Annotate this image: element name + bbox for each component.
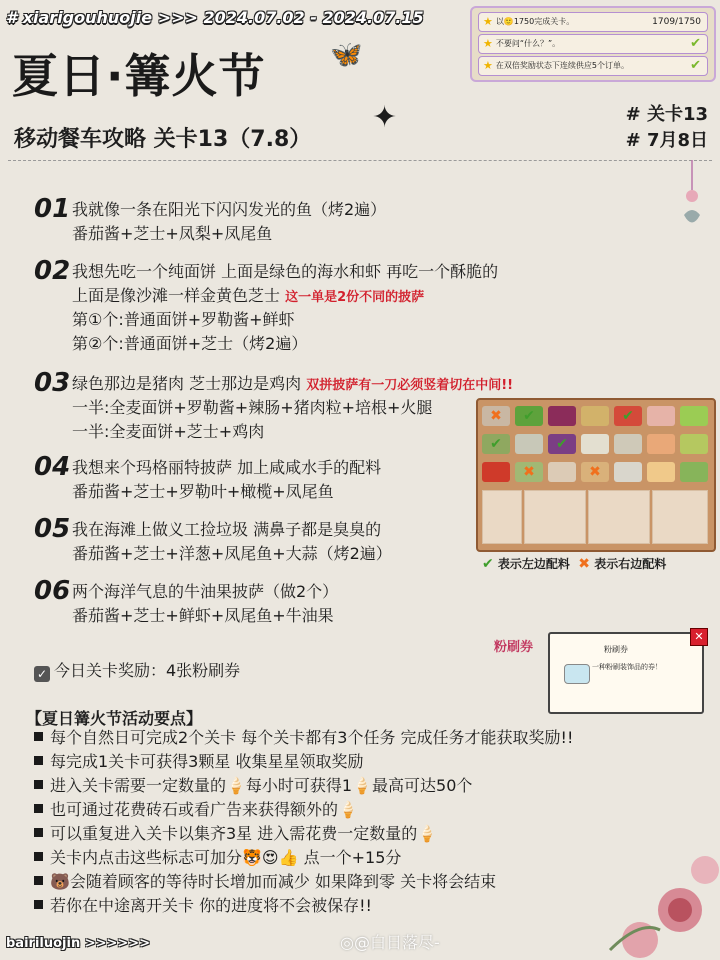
reward-card-title: 粉刷券 [604,645,628,654]
ingredient-cell [614,434,642,454]
paint-ticket-icon [564,664,590,684]
watermark: ◎@白日落尽- [340,933,440,952]
ingredient-tray [652,490,708,544]
order-note: 这一单是2份不同的披萨 [285,290,425,305]
order-line: 两个海洋气息的牛油果披萨（做2个） [72,582,339,601]
footer-tag: bairiluojin >>>>>> [6,936,151,951]
bullet-text: 进入关卡需要一定数量的🍦每小时可获得1🍦最高可达50个 [50,776,473,795]
order-number: 05 [34,514,71,544]
ingredient-cell [680,406,708,426]
ingredient-tray [524,490,586,544]
order-line: 番茄酱+芝士+凤梨+凤尾鱼 [72,224,273,243]
ingredient-grid [476,398,716,552]
order-number: 06 [34,576,71,606]
task-item [478,56,708,76]
ingredient-cell [548,406,576,426]
sparkle-icon: ✦ [372,100,398,135]
task-item [478,34,708,54]
legend-left: 表示左边配料 [497,557,570,571]
cross-icon: ✖ [581,462,609,482]
cross-icon: ✖ [515,462,543,482]
check-icon: ✔ [690,58,701,73]
today-reward-text: 今日关卡奖励：4张粉刷券 [54,661,241,680]
bullet-item [34,870,496,894]
roses-decoration [600,820,720,960]
bullet-text: 关卡内点击这些标志可加分🐯😍👍 点一个+15分 [50,848,402,867]
task-text: 不要问“什么？”。 [495,39,561,48]
task-progress: 1709/1750 [652,17,701,27]
page-subtitle: 移动餐车攻略 关卡13（7.8） [14,127,312,152]
order-line-text: 上面是像沙滩一样金黄色芝士 [72,286,281,305]
ingredient-tray [588,490,650,544]
task-text: 在双倍奖励状态下连续供应5个订单。 [495,61,629,70]
hanging-charm-icon [672,160,712,240]
order-number: 02 [34,256,71,286]
order-line: 一半:全麦面饼+芝士+鸡肉 [72,422,265,441]
ingredient-tray [482,490,522,544]
order-number: 04 [34,452,71,482]
bullet-text: 可以重复进入关卡以集齐3星 进入需花费一定数量的🍦 [50,824,438,843]
check-icon: ✔ [690,36,701,51]
order-number: 01 [34,194,71,224]
grid-legend [482,555,666,572]
reward-label: 粉刷券 [494,640,534,655]
bullet-item [34,822,437,846]
bullet-item [34,726,573,750]
order-line: 我在海滩上做义工捡垃圾 满鼻子都是臭臭的 [72,520,382,539]
bullet-item [34,846,401,870]
reward-card-desc: 一种粉刷装饰品的券！ [592,663,662,671]
section-title: 【夏日篝火节活动要点】 [26,709,203,728]
ingredient-cell [647,434,675,454]
legend-right: 表示右边配料 [594,557,667,571]
check-icon: ✔ [482,434,510,454]
star-icon: ★ [483,37,493,50]
star-icon: ★ [483,15,493,28]
order-line: 番茄酱+芝士+洋葱+凤尾鱼+大蒜（烤2遍） [72,544,392,563]
order-line [72,284,424,310]
checkbox-icon: ✓ [34,666,50,682]
hashtag-level: # 关卡13 [625,104,708,125]
ingredient-cell [680,434,708,454]
order-line: 我就像一条在阳光下闪闪发光的鱼（烤2遍） [72,200,387,219]
bullet-text: 若你在中途离开关卡 你的进度将不会被保存!! [50,896,372,915]
order-number: 03 [34,368,71,398]
bullet-text: 每个自然日可完成2个关卡 每个关卡都有3个任务 完成任务才能获取奖励!! [50,728,574,747]
check-icon: ✔ [548,434,576,454]
star-icon: ★ [483,59,493,72]
ingredient-cell [614,462,642,482]
order-line: 我想先吃一个纯面饼 上面是绿色的海水和虾 再吃一个酥脆的 [72,262,499,281]
task-item [478,12,708,32]
order-line: 番茄酱+芝士+罗勒叶+橄榄+凤尾鱼 [72,482,334,501]
bullet-item [34,750,363,774]
order-line-text: 绿色那边是猪肉 芝士那边是鸡肉 [72,374,302,393]
ingredient-cell [548,462,576,482]
order-note: 双拼披萨有一刀必须竖着切在中间!! [306,378,514,393]
reward-card [548,632,704,714]
bullet-item [34,798,358,822]
close-icon[interactable]: ✕ [690,628,708,646]
bullet-text: 也可通过花费砖石或看广告来获得额外的🍦 [50,800,358,819]
check-icon: ✔ [482,556,494,572]
divider [8,160,712,161]
order-line: 第②个:普通面饼+芝士（烤2遍） [72,334,308,353]
order-line: 一半:全麦面饼+罗勒酱+辣肠+猪肉粒+培根+火腿 [72,398,433,417]
check-icon: ✔ [614,406,642,426]
bullet-item [34,774,472,798]
ingredient-cell [581,434,609,454]
bullet-text: 🐻会随着顾客的等待时长增加而减少 如果降到零 关卡将会结束 [50,872,497,891]
ingredient-cell [515,434,543,454]
page-title: 夏日·篝火节 [12,49,266,103]
cross-icon: ✖ [482,406,510,426]
butterfly-icon: 🦋 [330,40,363,70]
task-panel [470,6,716,82]
today-reward [34,658,240,682]
order-line: 第①个:普通面饼+罗勒酱+鲜虾 [72,310,295,329]
order-line: 番茄酱+芝士+鲜虾+凤尾鱼+牛油果 [72,606,334,625]
order-line: 我想来个玛格丽特披萨 加上咸咸水手的配料 [72,458,382,477]
ingredient-cell [680,462,708,482]
ingredient-cell [581,406,609,426]
header-tag: # xiarigouhuojie >>> 2024.07.02 - 2024.07.15 [6,8,424,27]
bullet-text: 每完成1关卡可获得3颗星 收集星星领取奖励 [50,752,364,771]
ingredient-cell [647,406,675,426]
check-icon: ✔ [515,406,543,426]
task-text: 以🙂1750完成关卡。 [495,17,575,26]
hashtag-date: # 7月8日 [625,130,708,151]
order-line [72,372,513,398]
ingredient-cell [647,462,675,482]
bullet-item [34,894,372,918]
ingredient-cell [482,462,510,482]
cross-icon: ✖ [578,556,591,572]
